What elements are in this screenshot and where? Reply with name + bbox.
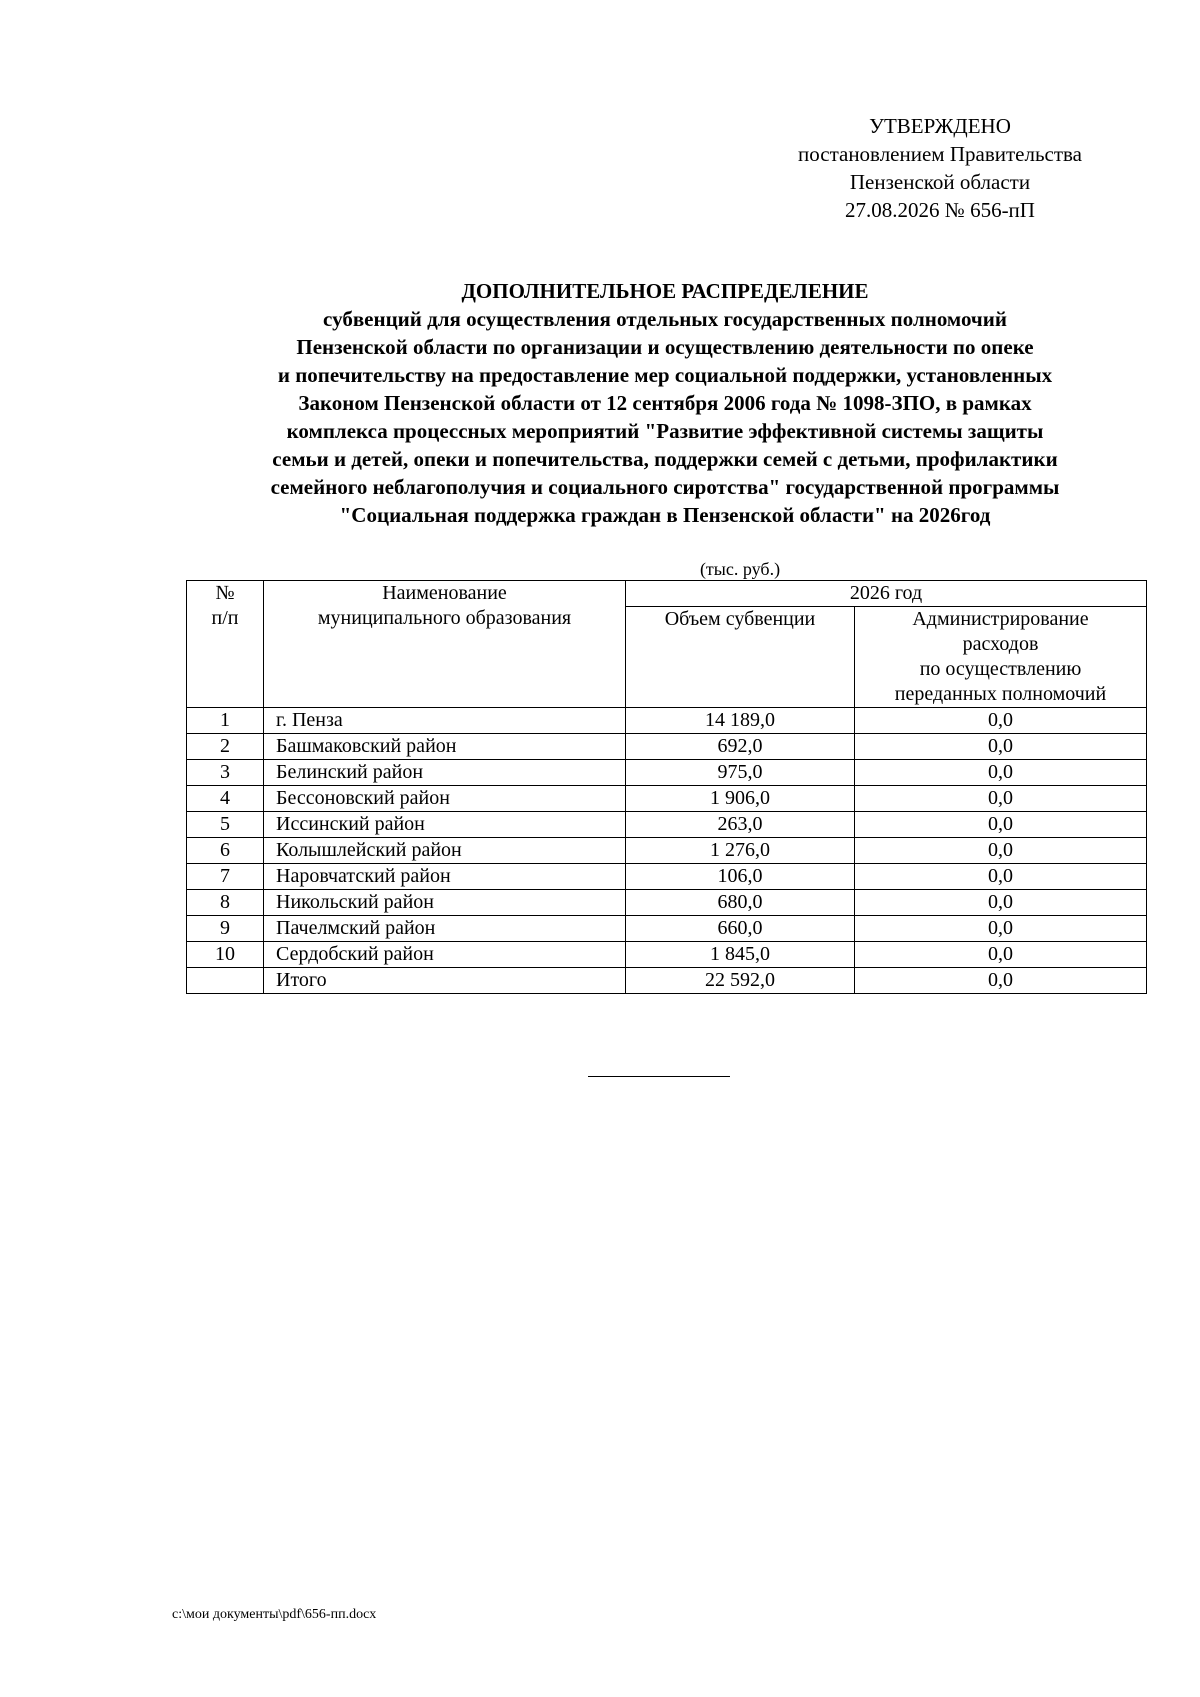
row-volume: 14 189,0 xyxy=(626,708,855,734)
row-num: 5 xyxy=(187,812,264,838)
header-volume: Объем субвенции xyxy=(626,607,855,708)
row-name: г. Пенза xyxy=(264,708,626,734)
total-label: Итого xyxy=(264,968,626,994)
row-num: 9 xyxy=(187,916,264,942)
row-volume: 660,0 xyxy=(626,916,855,942)
row-num: 4 xyxy=(187,786,264,812)
table-row xyxy=(187,864,1147,890)
table-header-row xyxy=(187,581,1147,607)
header-admin: Администрирование расходов по осуществлению переданных полномочий xyxy=(855,607,1147,708)
table-row xyxy=(187,916,1147,942)
units-label: (тыс. руб.) xyxy=(699,559,781,579)
row-admin: 0,0 xyxy=(855,942,1147,968)
distribution-table xyxy=(186,580,1147,994)
row-admin: 0,0 xyxy=(855,890,1147,916)
title-line: Пензенской области по организации и осуществлению деятельности по опеке xyxy=(296,335,1034,359)
end-divider xyxy=(588,1076,730,1077)
row-name: Бессоновский район xyxy=(264,786,626,812)
row-admin: 0,0 xyxy=(855,812,1147,838)
total-admin: 0,0 xyxy=(855,968,1147,994)
row-volume: 692,0 xyxy=(626,734,855,760)
approval-line: УТВЕРЖДЕНО xyxy=(869,114,1011,138)
row-name: Белинский район xyxy=(264,760,626,786)
title-line: субвенций для осуществления отдельных государственных полномочий xyxy=(323,307,1007,331)
title-line: семейного неблагополучия и социального сиротства" государственной программы xyxy=(270,475,1060,499)
row-num: 1 xyxy=(187,708,264,734)
table-row xyxy=(187,708,1147,734)
row-volume: 680,0 xyxy=(626,890,855,916)
table-row xyxy=(187,760,1147,786)
title-line: и попечительству на предоставление мер социальной поддержки, установленных xyxy=(277,363,1053,387)
row-volume: 1 906,0 xyxy=(626,786,855,812)
table-row xyxy=(187,812,1147,838)
table-row xyxy=(187,890,1147,916)
title-line: ДОПОЛНИТЕЛЬНОЕ РАСПРЕДЕЛЕНИЕ xyxy=(461,279,869,303)
total-num xyxy=(187,968,264,994)
title-line: "Социальная поддержка граждан в Пензенской области" на 2026год xyxy=(339,503,991,527)
row-num: 7 xyxy=(187,864,264,890)
footer-file-path: c:\мои документы\pdf\656-пп.docx xyxy=(172,1607,377,1622)
row-name: Колышлейский район xyxy=(264,838,626,864)
row-name: Наровчатский район xyxy=(264,864,626,890)
row-name: Пачелмский район xyxy=(264,916,626,942)
title-line: Законом Пензенской области от 12 сентября 2006 года № 1098-ЗПО, в рамках xyxy=(298,391,1032,415)
row-volume: 1 845,0 xyxy=(626,942,855,968)
row-name: Никольский район xyxy=(264,890,626,916)
row-admin: 0,0 xyxy=(855,708,1147,734)
row-num: 2 xyxy=(187,734,264,760)
row-name: Иссинский район xyxy=(264,812,626,838)
row-volume: 106,0 xyxy=(626,864,855,890)
row-num: 3 xyxy=(187,760,264,786)
table-row xyxy=(187,942,1147,968)
approval-line: постановлением Правительства xyxy=(797,142,1082,166)
header-year: 2026 год xyxy=(626,581,1147,607)
row-admin: 0,0 xyxy=(855,760,1147,786)
approval-date: 27.08.2026 № 656-пП xyxy=(845,198,1035,222)
row-admin: 0,0 xyxy=(855,864,1147,890)
row-admin: 0,0 xyxy=(855,916,1147,942)
row-num: 6 xyxy=(187,838,264,864)
row-admin: 0,0 xyxy=(855,734,1147,760)
row-num: 10 xyxy=(187,942,264,968)
row-volume: 263,0 xyxy=(626,812,855,838)
table-row xyxy=(187,786,1147,812)
table-total-row xyxy=(187,968,1147,994)
row-volume: 1 276,0 xyxy=(626,838,855,864)
row-name: Башмаковский район xyxy=(264,734,626,760)
title-line: комплекса процессных мероприятий "Развитие эффективной системы защиты xyxy=(286,419,1044,443)
row-admin: 0,0 xyxy=(855,786,1147,812)
table-row xyxy=(187,838,1147,864)
table-row xyxy=(187,734,1147,760)
row-name: Сердобский район xyxy=(264,942,626,968)
approval-line: Пензенской области xyxy=(849,170,1031,194)
total-volume: 22 592,0 xyxy=(626,968,855,994)
header-name: Наименование муниципального образования xyxy=(264,581,626,708)
row-admin: 0,0 xyxy=(855,838,1147,864)
header-num: № п/п xyxy=(187,581,264,708)
document-title xyxy=(150,277,1180,529)
approval-stamp xyxy=(770,112,1110,224)
title-line: семьи и детей, опеки и попечительства, поддержки семей с детьми, профилактики xyxy=(272,447,1058,471)
row-volume: 975,0 xyxy=(626,760,855,786)
row-num: 8 xyxy=(187,890,264,916)
